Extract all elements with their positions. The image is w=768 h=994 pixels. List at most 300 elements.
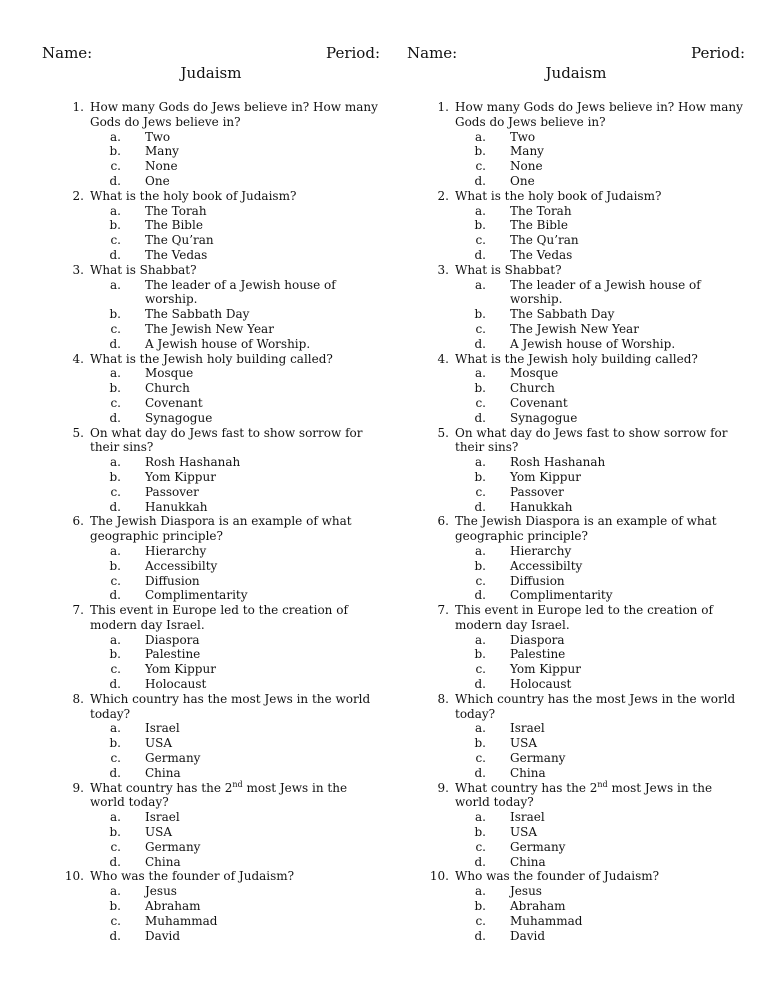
option-letter: b. (109, 899, 121, 914)
answer-option (455, 381, 745, 396)
question-item (42, 781, 380, 870)
answer-option (455, 455, 745, 470)
option-letter: c. (110, 839, 121, 854)
quiz-title: Judaism (180, 64, 242, 82)
option-text: China (145, 765, 181, 780)
answer-option (455, 174, 745, 189)
ordinal-suffix: nd (232, 779, 243, 789)
question-text-part: most Jews in the world today? (455, 780, 713, 810)
question-text: What is the Jewish holy building called? (455, 351, 698, 366)
option-letter: a. (110, 277, 121, 292)
option-text: David (510, 928, 546, 943)
answer-option (455, 633, 745, 648)
option-text: Hierarchy (510, 543, 572, 558)
answer-option (90, 721, 380, 736)
option-letter: c. (475, 321, 486, 336)
answer-option (455, 751, 745, 766)
answer-option (90, 647, 380, 662)
question-item (407, 692, 745, 781)
option-letter: d. (474, 588, 486, 603)
option-letter: d. (109, 588, 121, 603)
answer-option (455, 411, 745, 426)
header-row (407, 44, 745, 66)
answer-option (455, 736, 745, 751)
answer-option (455, 810, 745, 825)
question-number: 8. (72, 691, 84, 706)
question-item (42, 426, 380, 515)
answer-option (90, 278, 380, 308)
option-list (90, 455, 380, 514)
question-number: 5. (72, 425, 84, 440)
option-text: Church (145, 381, 190, 396)
answer-option (455, 218, 745, 233)
option-text: Holocaust (510, 677, 572, 692)
answer-option (90, 204, 380, 219)
answer-option (90, 396, 380, 411)
answer-option (90, 144, 380, 159)
option-letter: b. (474, 647, 486, 662)
answer-option (90, 248, 380, 263)
option-text: Synagogue (145, 410, 213, 425)
option-text: China (510, 854, 546, 869)
option-letter: a. (110, 810, 121, 825)
option-text: Complimentarity (510, 588, 613, 603)
option-list (90, 278, 380, 352)
question-item (407, 514, 745, 603)
answer-option (90, 337, 380, 352)
question-item (42, 100, 380, 189)
answer-option (90, 233, 380, 248)
answer-option (90, 929, 380, 944)
question-item (42, 692, 380, 781)
question-number: 1. (437, 100, 449, 114)
answer-option (90, 366, 380, 381)
option-text: Rosh Hashanah (145, 455, 241, 470)
answer-option (455, 366, 745, 381)
question-item (42, 189, 380, 263)
option-text: Diffusion (145, 573, 200, 588)
option-text: None (510, 159, 543, 174)
option-text: Abraham (145, 899, 201, 914)
option-list (90, 884, 380, 943)
option-letter: c. (475, 233, 486, 248)
answer-option (455, 647, 745, 662)
option-text: Yom Kippur (510, 662, 581, 677)
answer-option (455, 899, 745, 914)
option-letter: b. (474, 558, 486, 573)
answer-option (455, 721, 745, 736)
answer-option (90, 159, 380, 174)
option-letter: c. (110, 913, 121, 928)
header-row (42, 44, 380, 66)
question-item (42, 514, 380, 603)
option-letter: d. (474, 173, 486, 188)
question-number: 9. (437, 780, 449, 795)
period-label: Period: (691, 44, 745, 62)
option-text: The leader of a Jewish house of worship. (510, 277, 701, 307)
question-number: 3. (437, 262, 449, 277)
option-letter: d. (474, 765, 486, 780)
option-text: Muhammad (510, 913, 583, 928)
option-letter: d. (474, 854, 486, 869)
question-number: 1. (72, 100, 84, 114)
answer-option (90, 810, 380, 825)
question-text: What is the Jewish holy building called? (90, 351, 333, 366)
question-item (407, 100, 745, 189)
option-list (455, 455, 745, 514)
option-letter: c. (110, 484, 121, 499)
option-text: Jesus (510, 884, 542, 899)
option-text: USA (510, 736, 537, 751)
option-text: Mosque (510, 366, 559, 381)
option-letter: c. (475, 662, 486, 677)
option-text: Many (145, 144, 179, 159)
question-text: How many Gods do Jews believe in? How many Gods do Jews believe in? (90, 100, 378, 129)
option-text: A Jewish house of Worship. (145, 336, 311, 351)
option-text: Germany (145, 751, 201, 766)
name-label: Name: (407, 44, 458, 62)
answer-option (90, 174, 380, 189)
option-text: Germany (145, 839, 201, 854)
answer-option (455, 840, 745, 855)
question-item (407, 603, 745, 692)
option-text: Israel (145, 721, 180, 736)
option-text: The Jewish New Year (510, 321, 639, 336)
question-number: 7. (72, 603, 84, 618)
option-list (455, 810, 745, 869)
answer-option (90, 884, 380, 899)
option-letter: a. (110, 455, 121, 470)
question-number: 10. (64, 869, 84, 884)
option-text: The Jewish New Year (145, 321, 274, 336)
option-letter: a. (475, 203, 486, 218)
answer-option (455, 559, 745, 574)
question-number: 2. (437, 188, 449, 203)
option-text: Germany (510, 839, 566, 854)
question-text (90, 781, 347, 810)
answer-option (90, 544, 380, 559)
option-text: Passover (145, 484, 199, 499)
option-letter: d. (474, 336, 486, 351)
option-text: Yom Kippur (145, 662, 216, 677)
option-letter: c. (110, 662, 121, 677)
answer-option (455, 677, 745, 692)
option-letter: b. (474, 899, 486, 914)
question-text: Who was the founder of Judaism? (90, 869, 295, 884)
option-letter: a. (475, 543, 486, 558)
question-text: What is the holy book of Judaism? (455, 188, 662, 203)
option-letter: a. (110, 884, 121, 899)
question-text: The Jewish Diaspora is an example of what geographic principle? (455, 514, 717, 544)
question-list (407, 100, 745, 943)
option-text: None (145, 159, 178, 174)
option-text: Covenant (510, 395, 568, 410)
option-letter: b. (474, 307, 486, 322)
question-text: This event in Europe led to the creation of modern day Israel. (455, 603, 713, 632)
option-letter: b. (474, 144, 486, 159)
option-letter: a. (110, 721, 121, 736)
answer-option (455, 204, 745, 219)
answer-option (90, 588, 380, 603)
question-text: Which country has the most Jews in the world today? (90, 691, 371, 721)
option-letter: b. (474, 218, 486, 233)
name-label: Name: (42, 44, 93, 62)
option-list (90, 130, 380, 189)
answer-option (455, 159, 745, 174)
question-text-part: most Jews in the world today? (90, 780, 348, 810)
question-text-part: What country has the 2 (455, 780, 598, 795)
option-text: The Qu’ran (145, 233, 214, 248)
option-text: Israel (510, 810, 545, 825)
option-text: David (145, 928, 181, 943)
question-text: The Jewish Diaspora is an example of what geographic principle? (90, 514, 352, 544)
option-letter: a. (475, 129, 486, 144)
option-letter: a. (475, 632, 486, 647)
answer-option (90, 500, 380, 515)
answer-option (90, 840, 380, 855)
answer-option (90, 381, 380, 396)
option-letter: c. (110, 159, 121, 174)
question-text: On what day do Jews fast to show sorrow for their sins? (90, 425, 363, 455)
answer-option (90, 574, 380, 589)
option-letter: a. (110, 203, 121, 218)
question-item (407, 869, 745, 943)
answer-option (90, 736, 380, 751)
answer-option (455, 396, 745, 411)
question-item (407, 263, 745, 352)
question-number: 5. (437, 425, 449, 440)
answer-option (455, 248, 745, 263)
answer-option (90, 677, 380, 692)
option-text: Diaspora (145, 632, 200, 647)
answer-option (90, 855, 380, 870)
option-letter: d. (474, 247, 486, 262)
option-letter: b. (109, 469, 121, 484)
option-letter: c. (475, 839, 486, 854)
question-text: What is Shabbat? (90, 262, 197, 277)
option-text: The Bible (510, 218, 568, 233)
option-letter: d. (109, 677, 121, 692)
question-item (407, 352, 745, 426)
option-letter: b. (109, 307, 121, 322)
period-label: Period: (326, 44, 380, 62)
option-letter: d. (109, 499, 121, 514)
option-list (455, 366, 745, 425)
option-list (455, 633, 745, 692)
answer-option (455, 500, 745, 515)
option-text: One (145, 173, 170, 188)
option-letter: c. (475, 573, 486, 588)
option-text: The Torah (145, 203, 207, 218)
option-letter: c. (475, 484, 486, 499)
option-letter: c. (110, 751, 121, 766)
answer-option (90, 322, 380, 337)
option-list (455, 204, 745, 263)
option-list (90, 544, 380, 603)
option-letter: d. (109, 336, 121, 351)
option-letter: c. (475, 751, 486, 766)
answer-option (455, 855, 745, 870)
option-letter: d. (109, 173, 121, 188)
answer-option (90, 751, 380, 766)
option-text: Diffusion (510, 573, 565, 588)
answer-option (455, 322, 745, 337)
option-text: The Sabbath Day (510, 307, 615, 322)
answer-option (455, 574, 745, 589)
answer-option (90, 662, 380, 677)
question-list (42, 100, 380, 943)
quiz-title: Judaism (545, 64, 607, 82)
option-text: Israel (510, 721, 545, 736)
question-text: This event in Europe led to the creation of modern day Israel. (90, 603, 348, 632)
option-letter: a. (475, 884, 486, 899)
option-text: Yom Kippur (145, 469, 216, 484)
option-letter: a. (475, 455, 486, 470)
ordinal-suffix: nd (597, 779, 608, 789)
answer-option (90, 766, 380, 781)
option-text: Germany (510, 751, 566, 766)
question-number: 9. (72, 780, 84, 795)
option-text: Covenant (145, 395, 203, 410)
answer-option (455, 130, 745, 145)
question-text (455, 781, 712, 810)
question-text-part: What country has the 2 (90, 780, 233, 795)
option-letter: b. (109, 647, 121, 662)
option-text: USA (145, 736, 172, 751)
option-list (90, 721, 380, 780)
quiz-column-left (42, 44, 380, 943)
option-letter: d. (109, 854, 121, 869)
option-letter: c. (110, 321, 121, 336)
answer-option (455, 825, 745, 840)
option-letter: b. (474, 736, 486, 751)
option-list (90, 366, 380, 425)
option-letter: d. (109, 410, 121, 425)
option-letter: c. (110, 573, 121, 588)
option-letter: b. (474, 825, 486, 840)
option-text: Synagogue (510, 410, 578, 425)
question-text: How many Gods do Jews believe in? How many Gods do Jews believe in? (455, 100, 743, 129)
answer-option (455, 929, 745, 944)
option-text: Accessibilty (145, 558, 218, 573)
option-list (90, 810, 380, 869)
answer-option (455, 278, 745, 308)
option-text: Hanukkah (510, 499, 573, 514)
option-list (455, 130, 745, 189)
answer-option (90, 130, 380, 145)
option-letter: a. (110, 543, 121, 558)
option-text: Muhammad (145, 913, 218, 928)
answer-option (455, 144, 745, 159)
option-list (455, 544, 745, 603)
option-text: Passover (510, 484, 564, 499)
question-text: What is the holy book of Judaism? (90, 188, 297, 203)
option-text: The Vedas (145, 247, 208, 262)
option-text: Rosh Hashanah (510, 455, 606, 470)
option-letter: a. (475, 810, 486, 825)
answer-option (455, 884, 745, 899)
answer-option (455, 544, 745, 559)
option-letter: b. (109, 218, 121, 233)
option-letter: c. (110, 233, 121, 248)
question-number: 3. (72, 262, 84, 277)
question-text: What is Shabbat? (455, 262, 562, 277)
option-text: China (510, 765, 546, 780)
option-letter: d. (474, 928, 486, 943)
question-number: 6. (437, 514, 449, 529)
option-letter: c. (110, 395, 121, 410)
question-number: 2. (72, 188, 84, 203)
option-text: The Qu’ran (510, 233, 579, 248)
question-number: 6. (72, 514, 84, 529)
option-text: Complimentarity (145, 588, 248, 603)
option-letter: b. (109, 144, 121, 159)
answer-option (90, 914, 380, 929)
option-text: The Bible (145, 218, 203, 233)
option-text: USA (145, 825, 172, 840)
answer-option (90, 559, 380, 574)
answer-option (90, 218, 380, 233)
option-text: The Sabbath Day (145, 307, 250, 322)
option-text: Hanukkah (145, 499, 208, 514)
option-letter: c. (475, 913, 486, 928)
option-text: Israel (145, 810, 180, 825)
option-letter: a. (110, 632, 121, 647)
option-text: Diaspora (510, 632, 565, 647)
option-text: USA (510, 825, 537, 840)
answer-option (455, 470, 745, 485)
answer-option (455, 662, 745, 677)
question-text: Which country has the most Jews in the world today? (455, 691, 736, 721)
option-letter: a. (110, 129, 121, 144)
option-text: Abraham (510, 899, 566, 914)
option-letter: d. (109, 928, 121, 943)
quiz-column-right (407, 44, 745, 943)
answer-option (90, 485, 380, 500)
option-text: The Torah (510, 203, 572, 218)
option-letter: b. (474, 381, 486, 396)
question-number: 4. (72, 351, 84, 366)
answer-option (90, 307, 380, 322)
option-letter: b. (474, 469, 486, 484)
option-text: Hierarchy (145, 543, 207, 558)
option-letter: b. (109, 558, 121, 573)
question-text: Who was the founder of Judaism? (455, 869, 660, 884)
option-letter: a. (475, 721, 486, 736)
option-text: One (510, 173, 535, 188)
option-letter: a. (475, 366, 486, 381)
question-number: 8. (437, 691, 449, 706)
question-number: 10. (429, 869, 449, 884)
option-letter: d. (109, 247, 121, 262)
option-text: Two (145, 129, 171, 144)
question-item (42, 352, 380, 426)
option-letter: a. (475, 277, 486, 292)
option-text: Yom Kippur (510, 469, 581, 484)
answer-option (90, 455, 380, 470)
option-text: Church (510, 381, 555, 396)
option-text: China (145, 854, 181, 869)
option-letter: b. (109, 736, 121, 751)
option-text: Jesus (145, 884, 177, 899)
question-number: 4. (437, 351, 449, 366)
answer-option (455, 233, 745, 248)
option-text: Two (510, 129, 536, 144)
option-text: Holocaust (145, 677, 207, 692)
option-text: Palestine (145, 647, 201, 662)
option-letter: b. (109, 825, 121, 840)
option-letter: d. (474, 499, 486, 514)
